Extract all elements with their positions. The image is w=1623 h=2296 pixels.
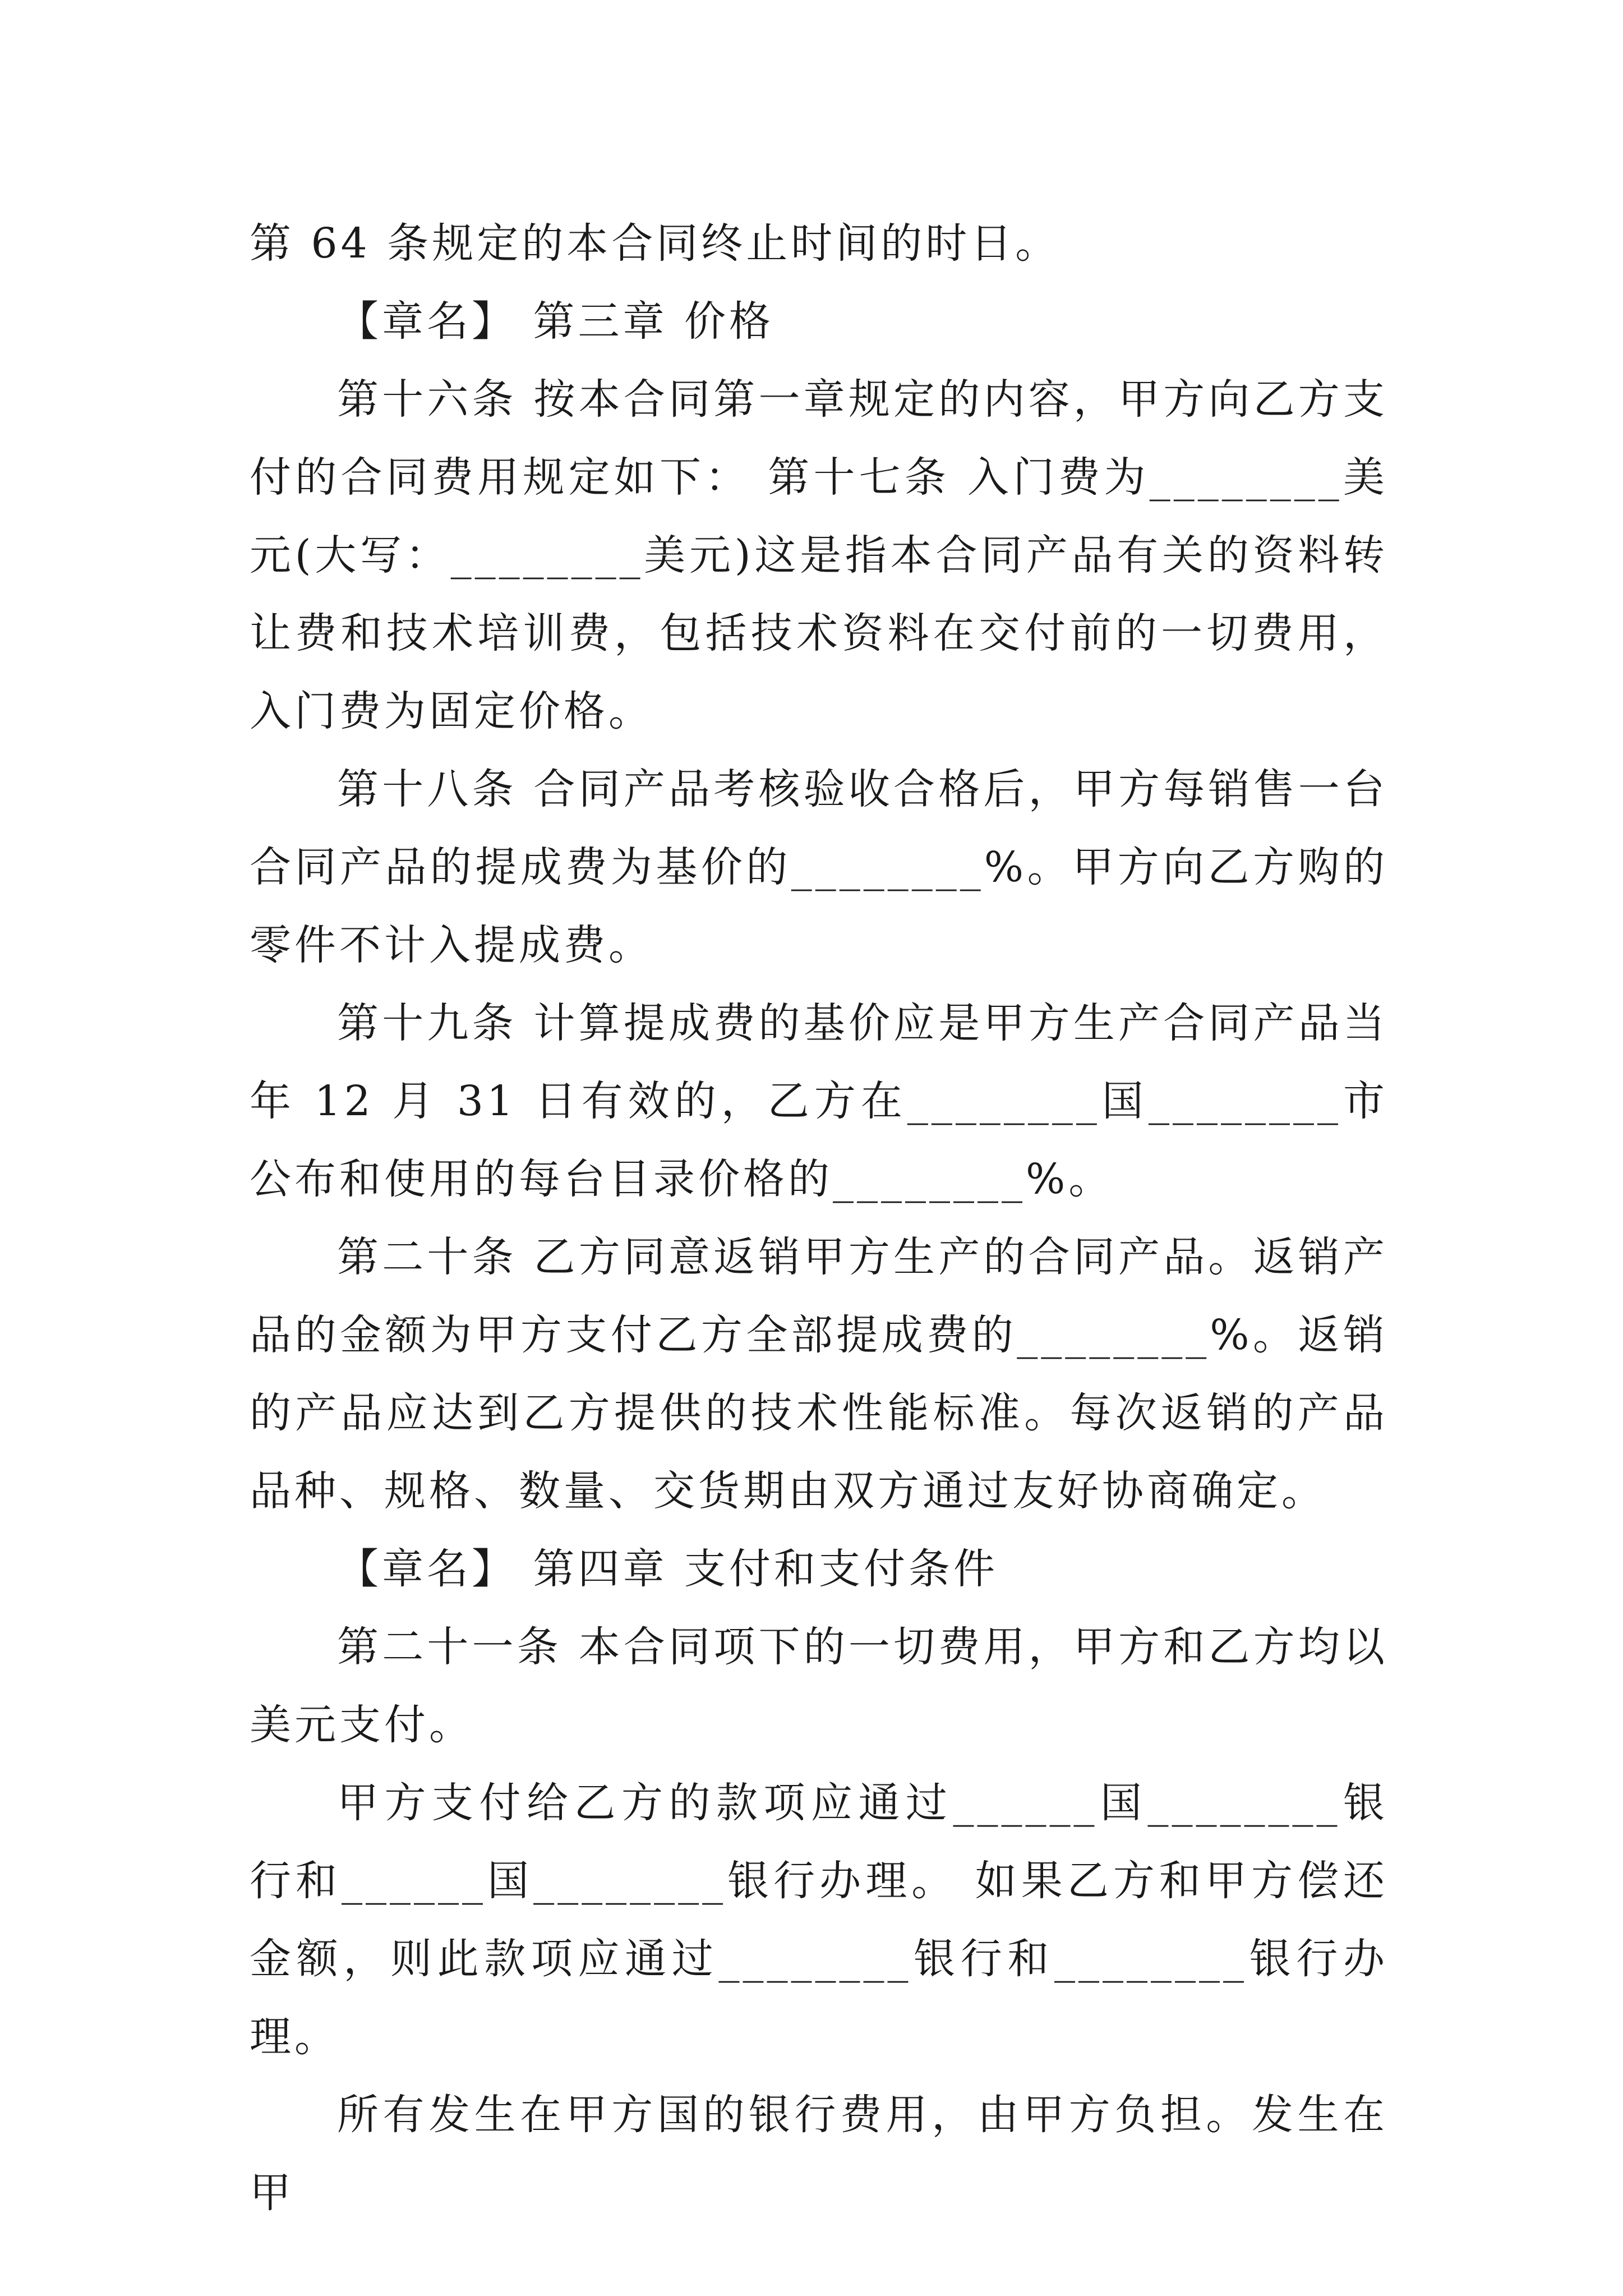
chapter-heading-4: 【章名】 第四章 支付和支付条件 [337,1545,999,1593]
paragraph-article-16-17: 第十六条 按本合同第一章规定的内容，甲方向乙方支付的合同费用规定如下： 第十七条 入门费为________美元(大写：________美元)这是指本合同产品有关的资料转让费和技术培训费，包括技术资料在交付前的一切费用，入门费为固定价格。 [250,375,1388,735]
document-body [250,205,1388,2232]
paragraph-payment-banks: 甲方支付给乙方的款项应通过______国________银行和______国________银行办理。 如果乙方和甲方偿还金额，则此款项应通过________银行和________银行办理。 [250,1779,1388,2061]
paragraph-bank-fees: 所有发生在甲方国的银行费用，由甲方负担。发生在甲 [250,2091,1388,2217]
paragraph-article-20: 第二十条 乙方同意返销甲方生产的合同产品。返销产品的金额为甲方支付乙方全部提成费的________%。返销的产品应达到乙方提供的技术性能标准。每次返销的产品品种、规格、数量、交货期由双方通过友好协商确定。 [250,1233,1388,1515]
paragraph-article-19: 第十九条 计算提成费的基价应是甲方生产合同产品当年 12 月 31 日有效的，乙方在________国________市公布和使用的每台目录价格的________%。 [250,999,1388,1203]
paragraph-article-18: 第十八条 合同产品考核验收合格后，甲方每销售一台合同产品的提成费为基价的________%。甲方向乙方购的零件不计入提成费。 [250,765,1388,969]
paragraph-article-21: 第二十一条 本合同项下的一切费用，甲方和乙方均以美元支付。 [250,1623,1388,1749]
paragraph-continuation: 第 64 条规定的本合同终止时间的时日。 [250,219,1061,268]
chapter-heading-3: 【章名】 第三章 价格 [337,297,774,346]
